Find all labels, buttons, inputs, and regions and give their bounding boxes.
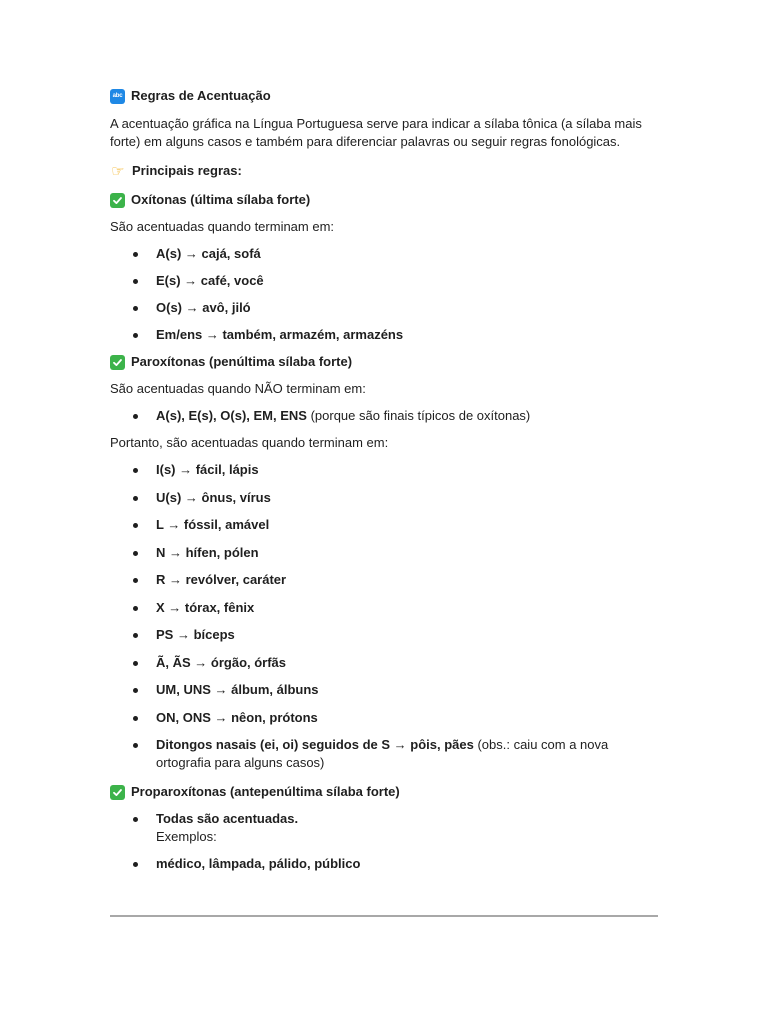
document-title <box>110 86 658 106</box>
title-text: Regras de Acentuação <box>131 88 271 103</box>
list-item: Todas são acentuadas. Exemplos: <box>110 810 658 846</box>
list-item: U(s) → ônus, vírus <box>110 489 658 507</box>
list-item: O(s) → avô, jiló <box>110 299 658 317</box>
list-item: E(s) → café, você <box>110 272 658 290</box>
section-title: Oxítonas (última sílaba forte) <box>131 192 311 207</box>
pointing-hand-icon: ☞ <box>111 162 125 180</box>
abc-icon: abc <box>110 89 125 104</box>
paroxitonas-not-list <box>110 407 658 425</box>
list-item: PS → bíceps <box>110 626 658 644</box>
examples-label: Exemplos: <box>156 829 217 844</box>
list-item: I(s) → fácil, lápis <box>110 461 658 479</box>
check-mark-icon <box>110 785 125 800</box>
list-item: A(s), E(s), O(s), EM, ENS (porque são finais típicos de oxítonas) <box>110 407 658 425</box>
oxitonas-text: São acentuadas quando terminam em: <box>110 219 335 234</box>
list-item: A(s) → cajá, sofá <box>110 245 658 263</box>
check-mark-icon <box>110 193 125 208</box>
list-item: ON, ONS → nêon, prótons <box>110 709 658 727</box>
document-body <box>110 86 658 873</box>
check-mark-icon <box>110 355 125 370</box>
list-item: N → hífen, pólen <box>110 544 658 562</box>
list-item: Ditongos nasais (ei, oi) seguidos de S → pôis, pães (obs.: caiu com a nova ortografia para alguns casos) <box>110 736 658 772</box>
list-item: Ã, ÃS → órgão, órfãs <box>110 654 658 672</box>
section-title: Proparoxítonas (antepenúltima sílaba forte) <box>131 784 400 799</box>
proparoxitonas-list <box>110 810 658 873</box>
paroxitonas-text-yes: Portanto, são acentuadas quando terminam em: <box>110 435 389 450</box>
section-title: Paroxítonas (penúltima sílaba forte) <box>131 354 353 369</box>
list-item: UM, UNS → álbum, álbuns <box>110 681 658 699</box>
paroxitonas-text-not: São acentuadas quando NÃO terminam em: <box>110 381 366 396</box>
oxitonas-list <box>110 245 658 344</box>
list-item: L → fóssil, amável <box>110 516 658 534</box>
list-item: Em/ens → também, armazém, armazéns <box>110 326 658 344</box>
list-item: médico, lâmpada, pálido, público <box>110 855 658 873</box>
horizontal-divider <box>110 915 658 917</box>
section-heading-proparoxitonas <box>110 782 658 802</box>
main-rules-heading <box>110 161 658 181</box>
intro-paragraph: A acentuação gráfica na Língua Portuguesa serve para indicar a sílaba tônica (a sílaba mais forte) em alguns casos e também para diferenciar palavras ou seguir regras fonológicas. <box>110 116 642 149</box>
list-item: R → revólver, caráter <box>110 571 658 589</box>
paroxitonas-list <box>110 461 658 772</box>
main-rules-label: Principais regras: <box>132 163 242 178</box>
list-item: X → tórax, fênix <box>110 599 658 617</box>
section-heading-paroxitonas <box>110 352 658 372</box>
section-heading-oxitonas <box>110 190 658 210</box>
